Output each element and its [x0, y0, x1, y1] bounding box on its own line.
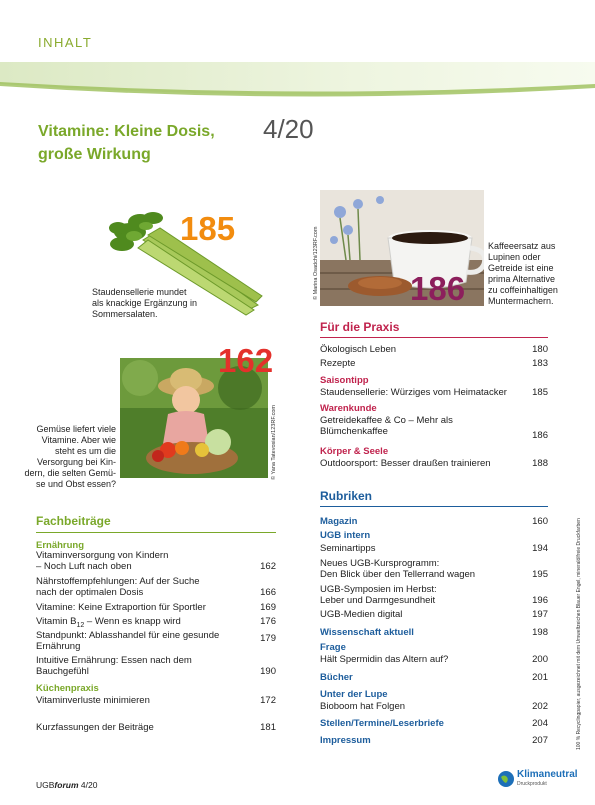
toc-entry[interactable] — [320, 415, 548, 441]
toc-entry[interactable] — [320, 654, 548, 665]
caption-line: steht es um die — [54, 446, 116, 456]
entry-title: Rezepte — [320, 358, 356, 369]
photo-credit: © Yana Tatevosian/123RF.com — [271, 405, 277, 480]
title-line-2: große Wirkung — [38, 146, 151, 163]
entry-page: 166 — [260, 587, 276, 598]
entry-page: 198 — [532, 627, 548, 638]
toc-entry[interactable] — [320, 701, 548, 712]
entry-title: Vitamine: Keine Extraportion für Sportler — [36, 602, 206, 613]
footer-issue — [36, 780, 97, 790]
caption-line: als knackige Ergänzung in — [92, 298, 198, 308]
toc-entry[interactable] — [320, 609, 548, 620]
entry-title-cont: Leber und Darmgesundheit — [320, 595, 436, 606]
category-ugb-intern: UGB intern — [320, 530, 371, 541]
caption-line: Muntermachern. — [488, 296, 554, 306]
section-heading-praxis: Für die Praxis — [320, 320, 400, 334]
entry-page: 169 — [260, 602, 276, 613]
toc-entry[interactable] — [320, 387, 548, 398]
entry-title: Vitaminverluste minimieren — [36, 695, 150, 706]
entry-page: 185 — [532, 387, 548, 398]
entry-title: Intuitive Ernährung: Essen nach dem — [36, 655, 192, 666]
page-number-185: 185 — [180, 210, 236, 247]
globe-icon — [497, 770, 515, 788]
toc-entry[interactable] — [320, 672, 548, 683]
entry-title: Ökologisch Leben — [320, 344, 397, 355]
section-title: INHALT — [38, 35, 93, 50]
entry-page: 162 — [260, 561, 276, 572]
footer-brand: forum — [54, 780, 79, 790]
entry-page: 202 — [532, 701, 548, 712]
entry-title-cont: Ernährung — [36, 641, 81, 652]
page-number-186: 186 — [410, 270, 466, 307]
caption-line: Versorgung bei Kin- — [36, 457, 116, 467]
caption-line: Gemüse liefert viele — [36, 424, 116, 434]
entry-title-cont: Den Blick über den Tellerrand wagen — [320, 569, 476, 580]
category-frage: Frage — [320, 642, 346, 653]
toc-entry[interactable] — [320, 558, 548, 580]
section-rule — [320, 506, 548, 507]
section-heading-rubriken: Rubriken — [320, 489, 373, 503]
entry-title: UGB-Medien digital — [320, 609, 403, 620]
entry-page: 186 — [532, 430, 548, 441]
section-heading-fachbeitraege: Fachbeiträge — [36, 514, 111, 528]
rubrik-wissenschaft: Wissenschaft aktuell — [320, 627, 414, 638]
coffee-caption — [488, 241, 588, 307]
section-rule — [320, 337, 548, 338]
category-ernaehrung: Ernährung — [36, 540, 85, 551]
page-number-162: 162 — [218, 342, 274, 379]
entry-page: 180 — [532, 344, 548, 355]
caption-line: Staudensellerie mundet — [92, 287, 187, 297]
toc-entry[interactable] — [36, 602, 276, 613]
toc-entry[interactable] — [36, 630, 276, 652]
toc-entry[interactable] — [320, 516, 548, 527]
entry-title: Seminartipps — [320, 543, 376, 554]
toc-entry[interactable] — [320, 344, 548, 355]
rubrik-stellen: Stellen/Termine/Leserbriefe — [320, 718, 444, 729]
entry-title — [36, 616, 276, 631]
caption-line: Lupinen oder — [488, 252, 541, 262]
caption-line: zu coffeinhaltigen — [488, 285, 558, 295]
entry-page: 195 — [532, 569, 548, 580]
toc-entry[interactable] — [320, 718, 548, 729]
header-bar — [0, 0, 595, 88]
paper-note: 100 % Recyclingpapier, ausgezeichnet mit dem Umweltzeichen Blauer Engel, mineralölfreie Druckfarben — [576, 518, 582, 750]
entry-page: 176 — [260, 616, 276, 627]
entry-page: 207 — [532, 735, 548, 746]
entry-title: Getreidekaffee & Co – Mehr als — [320, 415, 453, 426]
entry-page: 179 — [260, 633, 276, 644]
entry-title: Outdoorsport: Besser draußen trainieren — [320, 458, 491, 469]
entry-page: 196 — [532, 595, 548, 606]
entry-title-part: – Wenn es knapp wird — [84, 616, 181, 627]
toc-entry[interactable] — [320, 584, 548, 606]
toc-entry[interactable] — [320, 735, 548, 746]
entry-title-cont: – Noch Luft nach oben — [36, 561, 132, 572]
issue-title — [38, 120, 268, 166]
entry-page: 204 — [532, 718, 548, 729]
entry-title-cont: Bauchgefühl — [36, 666, 89, 677]
entry-title: Neues UGB-Kursprogramm: — [320, 558, 440, 569]
entry-page: 183 — [532, 358, 548, 369]
toc-entry[interactable] — [36, 722, 276, 733]
subscript: 12 — [76, 621, 85, 629]
toc-entry[interactable] — [320, 358, 548, 369]
entry-title: Kurzfassungen der Beiträge — [36, 722, 154, 733]
entry-title-cont: Blümchenkaffee — [320, 426, 388, 437]
caption-line: Kaffeeersatz aus — [488, 241, 556, 251]
entry-title: UGB-Symposien im Herbst: — [320, 584, 437, 595]
caption-line: prima Alternative — [488, 274, 556, 284]
caption-line: Sommersalaten. — [92, 309, 158, 319]
entry-page: 200 — [532, 654, 548, 665]
toc-entry[interactable] — [36, 576, 276, 598]
section-rule — [36, 532, 276, 533]
caption-line: Vitamine. Aber wie — [41, 435, 116, 445]
entry-title: Staudensellerie: Würziges vom Heimatacker — [320, 387, 507, 398]
toc-entry[interactable] — [320, 627, 548, 638]
toc-entry[interactable] — [320, 543, 548, 554]
child-caption — [16, 424, 116, 490]
entry-page: 190 — [260, 666, 276, 677]
issue-number: 4/20 — [263, 114, 314, 144]
category-kuechenpraxis: Küchenpraxis — [36, 683, 99, 694]
celery-caption — [92, 287, 222, 320]
entry-page: 172 — [260, 695, 276, 706]
caption-line: dern, die selten Gemü- — [24, 468, 116, 478]
entry-page: 160 — [532, 516, 548, 527]
category-warenkunde: Warenkunde — [320, 403, 377, 414]
eco-sublabel: Druckprodukt — [517, 781, 547, 787]
entry-page: 181 — [260, 722, 276, 733]
footer-issue-number: 4/20 — [78, 780, 98, 790]
entry-title: Vitaminversorgung von Kindern — [36, 550, 169, 561]
category-koerper-seele: Körper & Seele — [320, 446, 389, 457]
entry-title: Hält Spermidin das Altern auf? — [320, 654, 449, 665]
caption-line: se und Obst essen? — [35, 479, 116, 489]
rubrik-buecher: Bücher — [320, 672, 353, 683]
entry-page: 197 — [532, 609, 548, 620]
title-line-1: Vitamine: Kleine Dosis, — [38, 123, 215, 140]
entry-title: Standpunkt: Ablasshandel für eine gesunde — [36, 630, 220, 641]
toc-entry[interactable] — [36, 550, 276, 572]
toc-entry[interactable] — [36, 616, 276, 631]
footer-prefix: UGB — [36, 780, 55, 790]
entry-title: Nährstoffempfehlungen: Auf der Suche — [36, 576, 200, 587]
entry-title-cont: nach der optimalen Dosis — [36, 587, 144, 598]
toc-entry[interactable] — [36, 695, 276, 706]
eco-label: Klimaneutral — [517, 769, 578, 780]
toc-entry[interactable] — [320, 458, 548, 469]
rubrik-magazin: Magazin — [320, 516, 358, 527]
entry-title-part: Vitamin B — [36, 616, 77, 627]
photo-credit: © Marina Osadchi/123RF.com — [313, 226, 319, 300]
rubrik-impressum: Impressum — [320, 735, 371, 746]
caption-line: Getreide ist eine — [488, 263, 554, 273]
header-swoosh — [0, 62, 595, 98]
entry-page: 201 — [532, 672, 548, 683]
category-saisontipp: Saisontipp — [320, 375, 369, 386]
category-unter-der-lupe: Unter der Lupe — [320, 689, 388, 700]
entry-page: 188 — [532, 458, 548, 469]
toc-entry[interactable] — [36, 655, 276, 677]
entry-page: 194 — [532, 543, 548, 554]
entry-title: Bioboom hat Folgen — [320, 701, 406, 712]
